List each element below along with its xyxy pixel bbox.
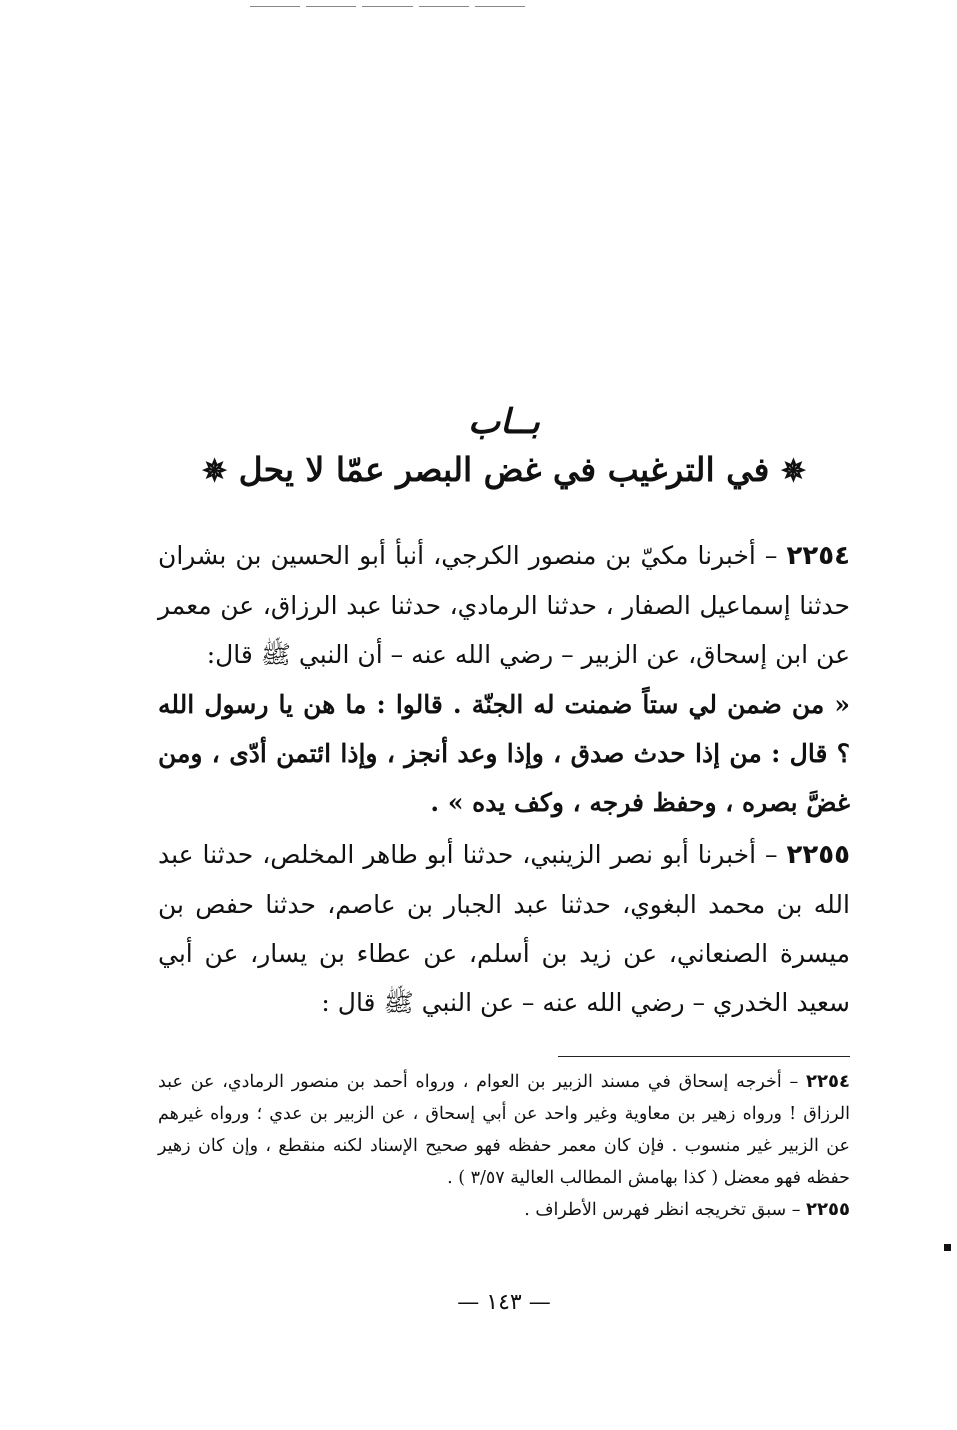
- page-number: — ١٤٣ —: [457, 1290, 551, 1315]
- edge-mark: [944, 1244, 951, 1251]
- hadith-chain: – أخبرنا أبو نصر الزينبي، حدثنا أبو طاهر المخلص، حدثنا عبد الله بن محمد البغوي، حدثنا عبد الجبار بن عاصم، حدثنا حفص بن ميسرة الصنعاني، عن زيد بن أسلم، عن عطاء بن يسار، عن أبي سعيد الخدري – رضي الله عنه – عن النبي ﷺ قال :: [158, 840, 850, 1017]
- footnote-divider: [558, 1056, 850, 1057]
- footnote-text: – سبق تخريجه انظر فهرس الأطراف .: [524, 1200, 801, 1220]
- chapter-title: [158, 450, 850, 489]
- footnotes: [158, 1066, 850, 1226]
- hadith-text: « من ضمن لي ستاً ضمنت له الجنّة . قالوا : ما هن يا رسول الله ؟ قال : من إذا حدث صدق ، وإذا وعد أنجز ، وإذا ائتمن أدّى ، ومن غضَّ بصره ، وحفظ فرجه ، وكف يده »: [158, 690, 850, 817]
- top-border-rules: [250, 6, 525, 8]
- footnote-2255: [158, 1194, 850, 1226]
- footnote-text: – أخرجه إسحاق في مسند الزبير بن العوام ، ورواه أحمد بن منصور الرمادي، عن عبد الرزاق ! ورواه زهير بن معاوية وغير واحد عن أبي إسحاق ، عن الزبير بن عدي ؛ ورواه غيرهم عن الزبير غير منسوب . فإن كان معمر حفظه فهو صحيح الإسناد لكنه منقطع ، وإن كان زهير حفظه فهو معضل ( كذا بهامش المطالب العالية ٣/٥٧ ) .: [158, 1072, 850, 1188]
- hadith-2255: [158, 830, 850, 1027]
- footnote-2254: [158, 1066, 850, 1194]
- chapter-title-text: في الترغيب في غض البصر عمّا لا يحل: [238, 450, 770, 489]
- hadith-2254: [158, 531, 850, 679]
- hadith-number: ٢٢٥٤: [786, 541, 850, 571]
- hadith-end: .: [430, 788, 448, 817]
- hadith-2254-text: [158, 680, 850, 827]
- footnote-number: ٢٢٥٤: [806, 1071, 850, 1092]
- footnote-number: ٢٢٥٥: [806, 1199, 850, 1220]
- chapter-heading: بــاب: [468, 402, 540, 442]
- hadith-number: ٢٢٥٥: [786, 840, 850, 870]
- star-ornament-icon: ✵: [201, 454, 228, 489]
- hadith-chain: – أخبرنا مكيّ بن منصور الكرجي، أنبأ أبو الحسين بن بشران حدثنا إسماعيل الصفار ، حدثنا الرمادي، حدثنا عبد الرزاق، عن معمر عن ابن إسحاق، عن الزبير – رضي الله عنه – أن النبي ﷺ قال:: [158, 541, 850, 669]
- star-ornament-icon: ✵: [780, 454, 807, 489]
